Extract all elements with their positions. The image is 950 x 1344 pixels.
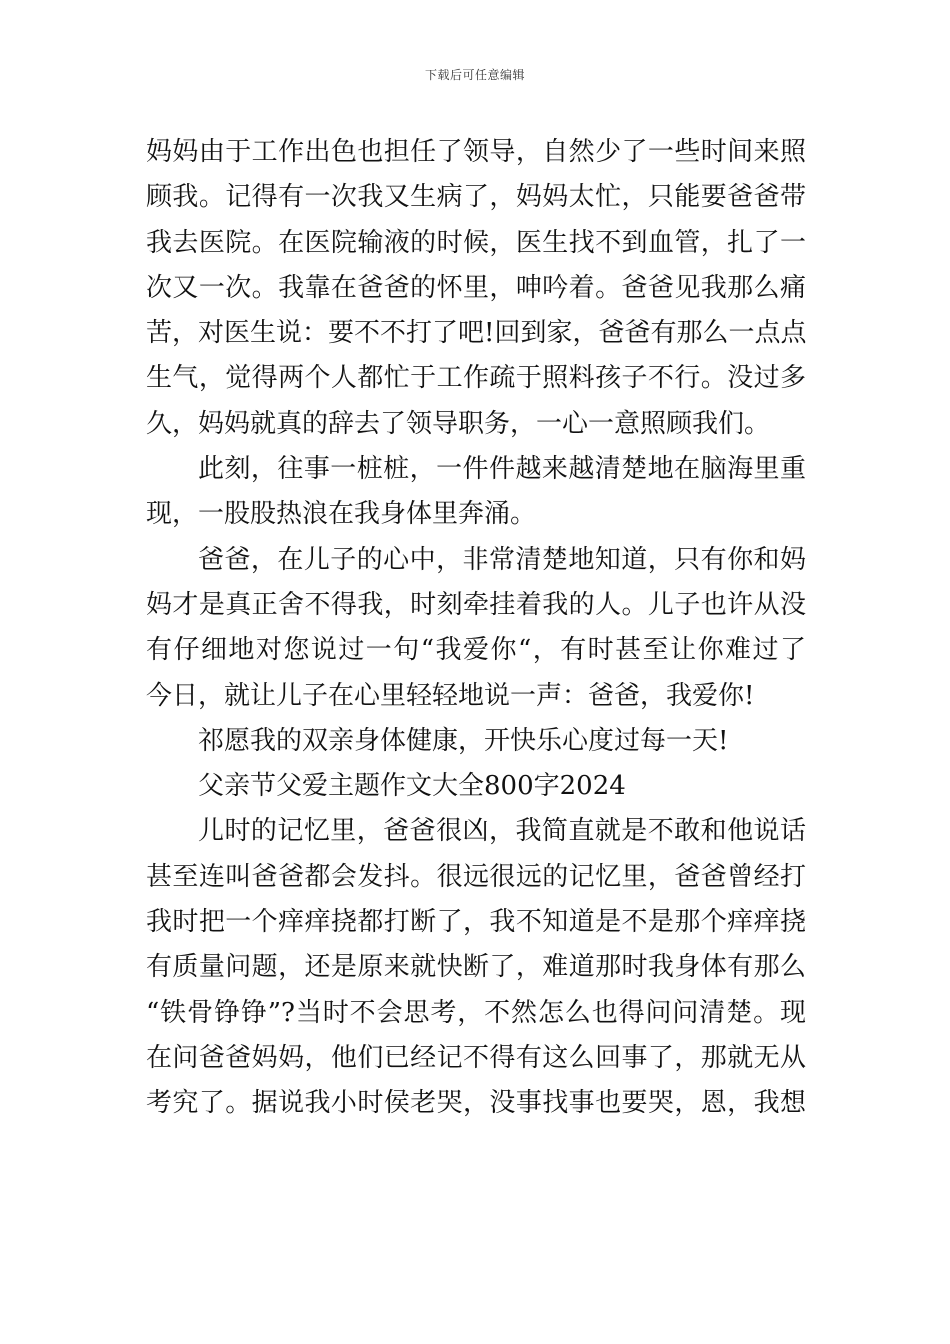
text-line: 有仔细地对您说过一句“我爱你“，有时甚至让你难过了 — [146, 635, 806, 666]
text-line: “铁骨铮铮”?当时不会思考，不然怎么也得问问清楚。现 — [146, 997, 806, 1028]
section-heading: 父亲节父爱主题作文大全800字2024 — [198, 771, 626, 802]
text-line: 我去医院。在医院输液的时候，医生找不到血管，扎了一 — [146, 227, 806, 258]
text-line: 苦，对医生说：要不不打了吧!回到家，爸爸有那么一点点 — [146, 318, 807, 349]
text-line: 妈才是真正舍不得我，时刻牵挂着我的人。儿子也许从没 — [146, 589, 806, 620]
text-line: 有质量问题，还是原来就快断了，难道那时我身体有那么 — [146, 952, 806, 983]
text-line: 我时把一个痒痒挠都打断了，我不知道是不是那个痒痒挠 — [146, 907, 806, 938]
text-line: 此刻，往事一桩桩，一件件越来越清楚地在脑海里重 — [198, 454, 806, 485]
text-line: 祁愿我的双亲身体健康，开快乐心度过每一天! — [198, 725, 729, 756]
text-line: 甚至连叫爸爸都会发抖。很远很远的记忆里，爸爸曾经打 — [146, 861, 806, 892]
text-line: 在问爸爸妈妈，他们已经记不得有这么回事了，那就无从 — [146, 1042, 806, 1073]
text-line: 次又一次。我靠在爸爸的怀里，呻吟着。爸爸见我那么痛 — [146, 272, 806, 303]
text-line: 顾我。记得有一次我又生病了，妈妈太忙，只能要爸爸带 — [146, 182, 806, 213]
text-line: 现，一股股热浪在我身体里奔涌。 — [146, 499, 537, 530]
text-line: 儿时的记忆里，爸爸很凶，我简直就是不敢和他说话 — [198, 816, 806, 847]
text-line: 久，妈妈就真的辞去了领导职务，一心一意照顾我们。 — [146, 408, 771, 439]
text-line: 生气，觉得两个人都忙于工作疏于照料孩子不行。没过多 — [146, 363, 806, 394]
page-header: 下载后可任意编辑 — [424, 68, 525, 82]
text-line: 妈妈由于工作出色也担任了领导，自然少了一些时间来照 — [146, 137, 806, 167]
text-line: 今日，就让儿子在心里轻轻地说一声：爸爸，我爱你! — [146, 680, 755, 711]
document-body — [146, 130, 806, 1127]
text-line: 爸爸，在儿子的心中，非常清楚地知道，只有你和妈 — [198, 544, 806, 575]
text-line: 考究了。据说我小时侯老哭，没事找事也要哭，恩，我想 — [146, 1088, 806, 1119]
